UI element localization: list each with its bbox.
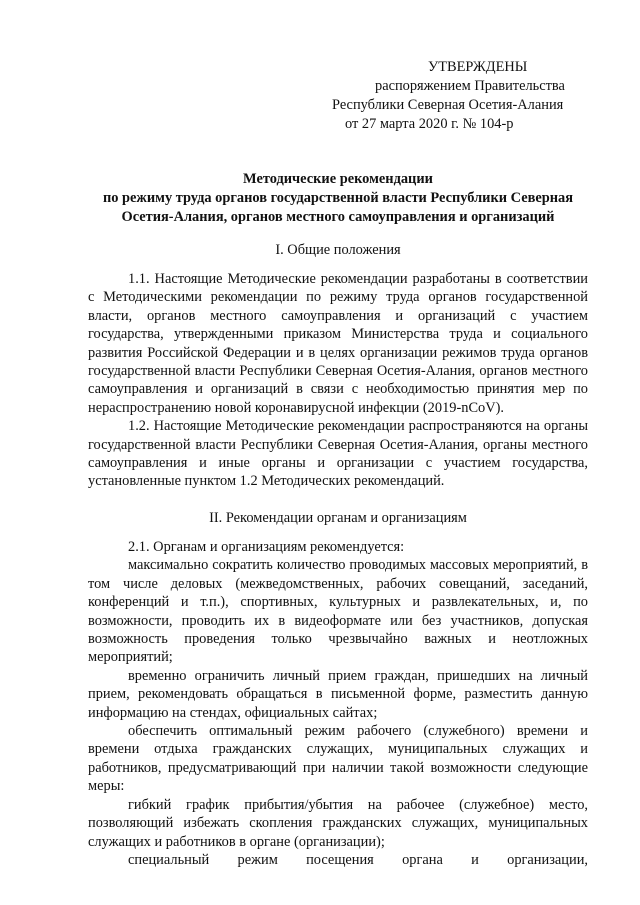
paragraph-2-5: гибкий график прибытия/убытия на рабочее (служебное) место, позволяющий избежать скопления гражданских служащих, муниципальных служащих и работников в органе (организации);	[88, 796, 588, 850]
section-1-body	[88, 270, 588, 491]
paragraph-1-2: 1.2. Настоящие Методические рекомендации распространяются на органы государственной власти Республики Северная Осетия-Алания, органы местного самоуправления и иные органы и организации с участием государства, установленные пунктом 1.2 Методических рекомендаций.	[88, 418, 588, 490]
section-2-body	[88, 538, 588, 869]
approval-status: УТВЕРЖДЕНЫ	[428, 59, 528, 75]
title-line-2: по режиму труда органов государственной власти Республики Северная	[102, 190, 574, 206]
section-2-heading: II. Рекомендации органам и организациям	[209, 510, 467, 526]
approval-authority: распоряжением Правительства	[375, 78, 565, 94]
title-line-3: Осетия-Алания, органов местного самоуправления и организаций	[121, 209, 555, 225]
document-title	[88, 170, 588, 227]
paragraph-2-6: специальный режим посещения органа и организации,	[128, 851, 588, 868]
paragraph-2-3: временно ограничить личный прием граждан, пришедших на личный прием, рекомендовать обращаться в письменной форме, разместить данную информацию на стендах, официальных сайтах;	[88, 667, 588, 721]
approval-region: Республики Северная Осетия-Алания	[332, 97, 564, 113]
paragraph-2-4: обеспечить оптимальный режим рабочего (служебного) времени и времени отдыха гражданских служащих, муниципальных служащих и работников, предусматривающий при наличии такой возможности следующие меры:	[88, 723, 588, 795]
paragraph-2-1: 2.1. Органам и организациям рекомендуется:	[128, 539, 405, 555]
title-line-1: Методические рекомендации	[243, 171, 433, 187]
section-1-heading: I. Общие положения	[275, 242, 401, 258]
approval-block	[330, 58, 590, 134]
approval-date-number: от 27 марта 2020 г. № 104-р	[345, 116, 514, 132]
paragraph-2-2: максимально сократить количество проводимых массовых мероприятий, в том числе деловых (межведомственных, рабочих совещаний, заседаний, конференций и т.п.), спортивных, культурных и развлекательных, и, по возможности, проводить их в видеоформате или без участников, допуская возможность проведения только чрезвычайно важных и неотложных мероприятий;	[88, 557, 588, 666]
paragraph-1-1: 1.1. Настоящие Методические рекомендации разработаны в соответствии с Методическими рекомендации по режиму труда органов государственной власти, органов местного самоуправления и организаций с участием государства, утвержденными приказом Министерства труда и социального развития Российской Федерации и в целях организации режимов труда органов государственной власти Республики Северная Осетия-Алания, органов местного самоуправления и организаций в связи с необходимостью принятия мер по нераспространению новой коронавирусной инфекции (2019-nCoV).	[88, 271, 588, 416]
